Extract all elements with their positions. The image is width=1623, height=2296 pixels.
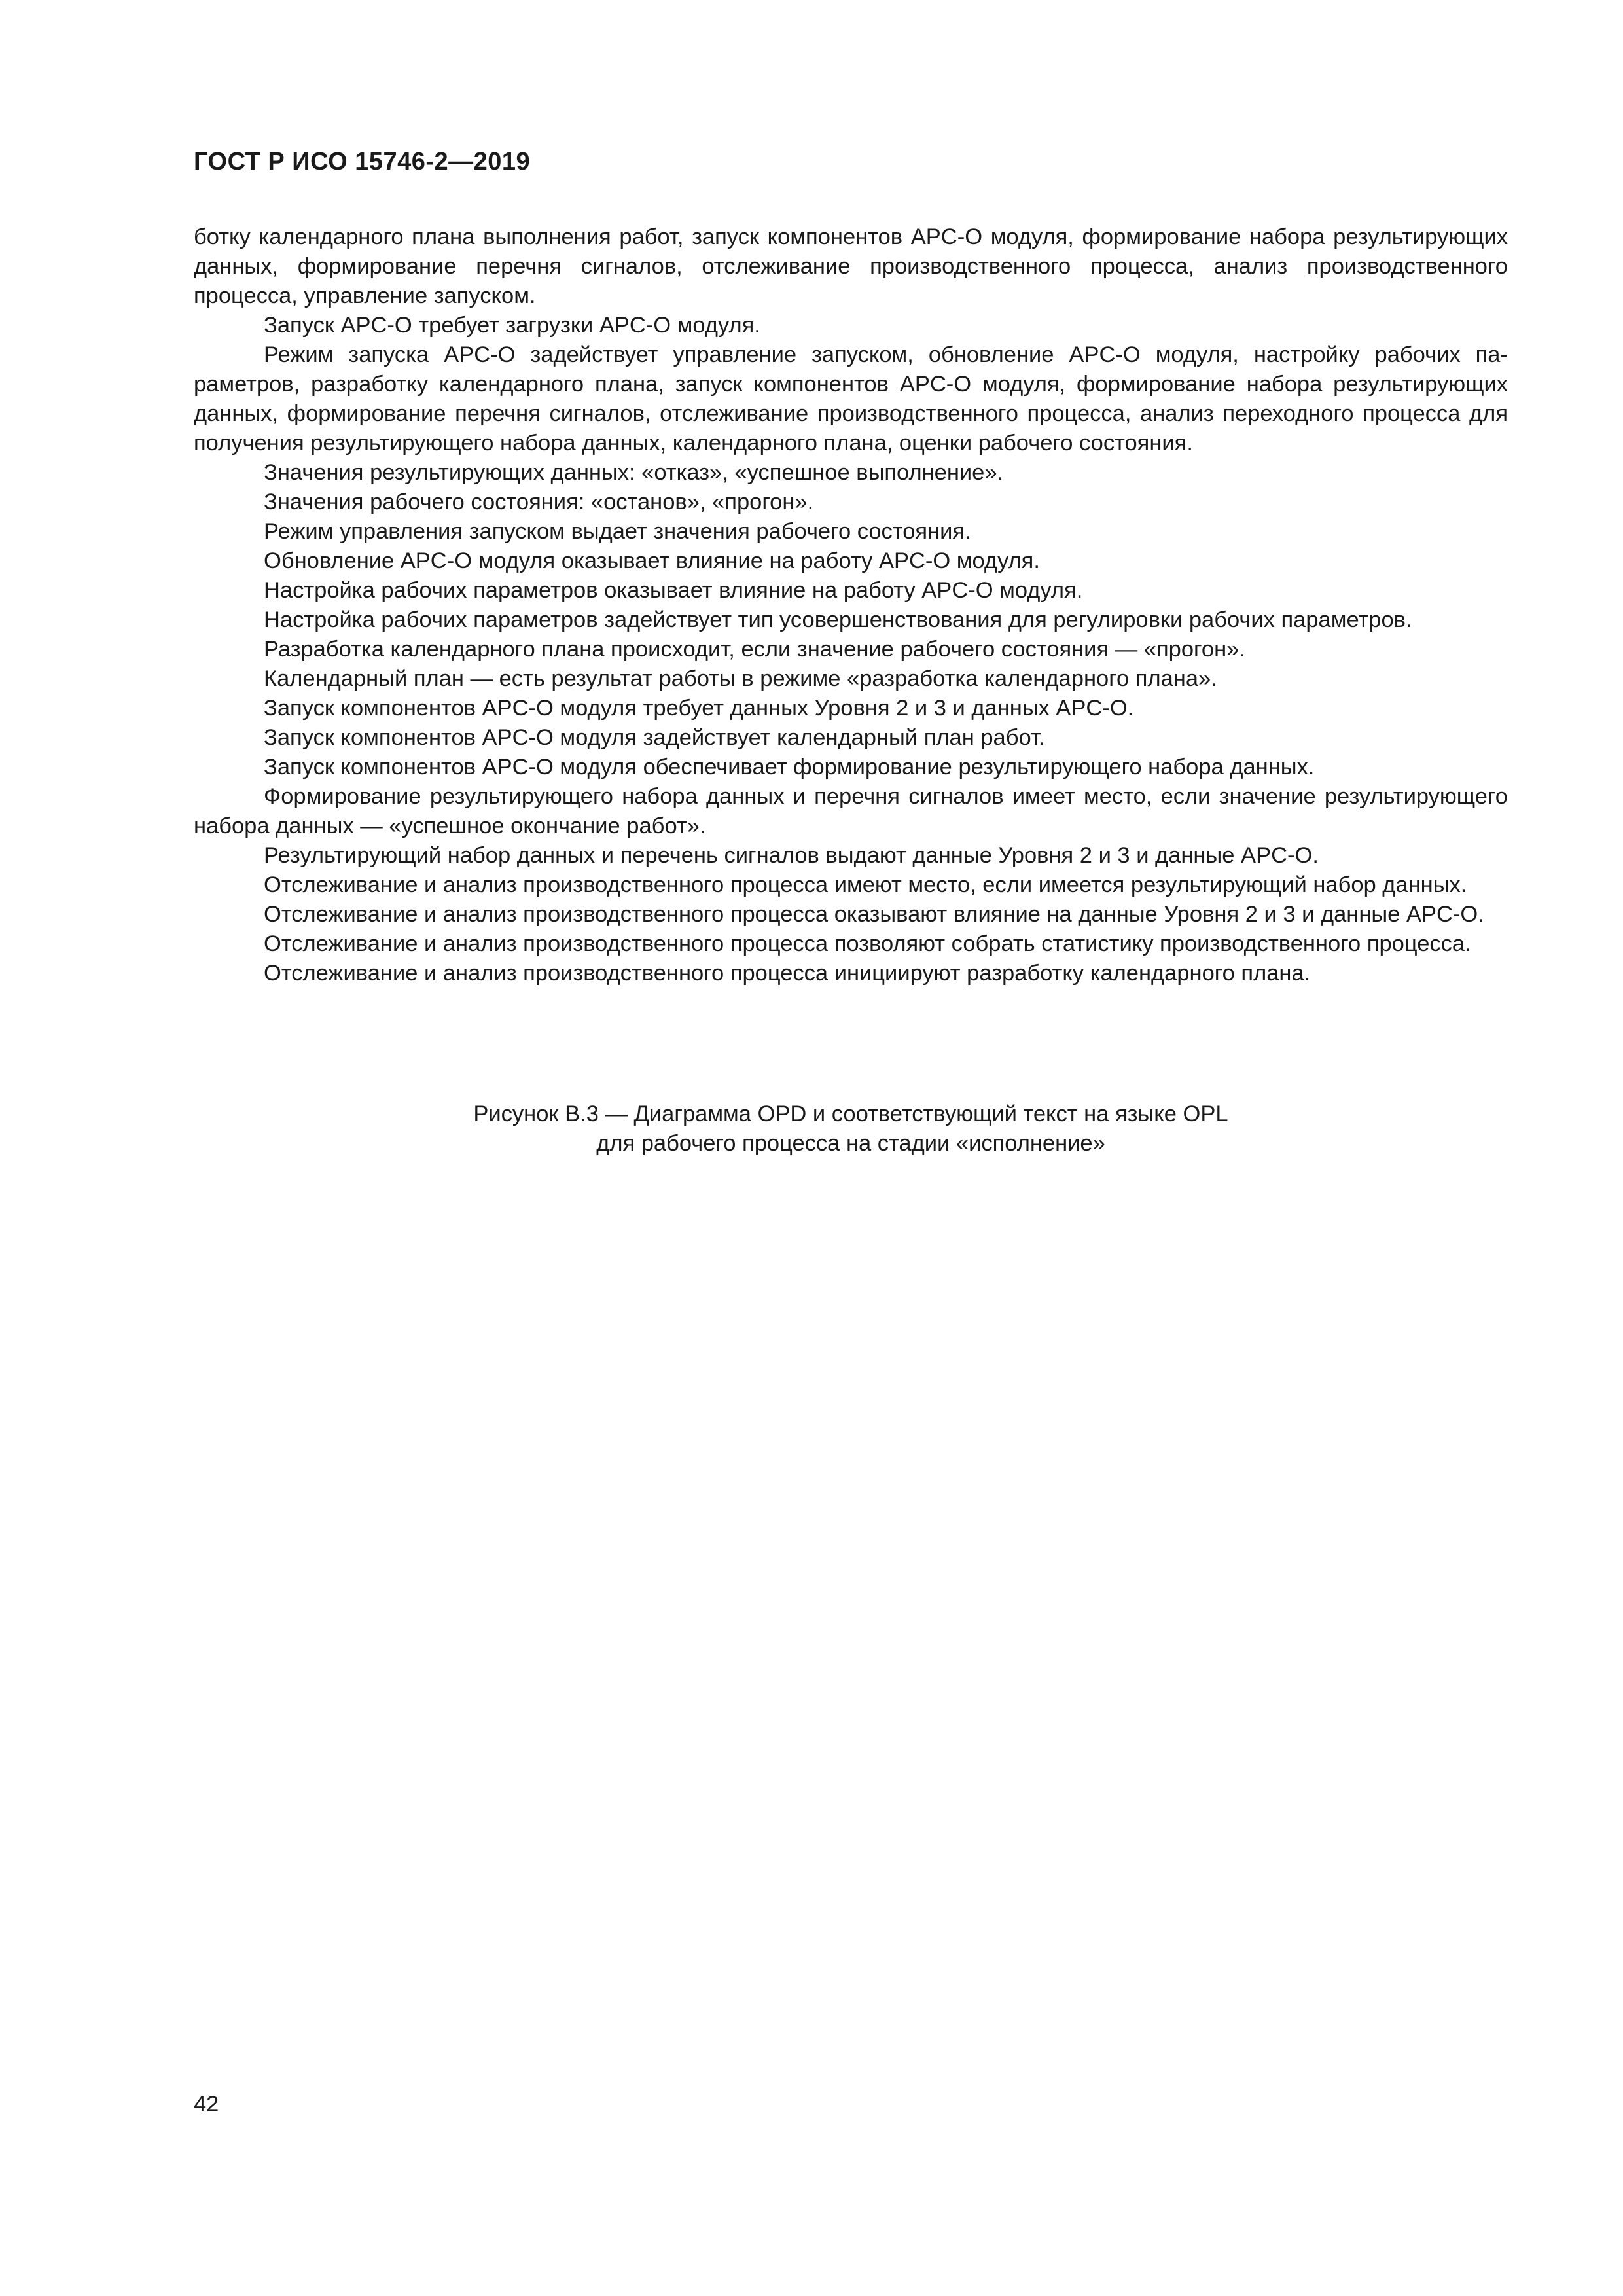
paragraph: Режим запуска APC-O задействует управление запуском, обновление APC-O модуля, настройку рабочих параметров, разработку календарного плана, запуск компонентов APC-O модуля, формирование набора результирующих данных, формирование перечня сигналов, отслеживание производственного процесса, анализ переходного процесса для получения результирующего набора данных, календарного плана, оценки рабочего состояния. xyxy=(194,342,1508,456)
paragraph: Отслеживание и анализ производственного процесса инициируют разработку календарного плана. xyxy=(264,961,1311,986)
paragraph: Обновление APC-O модуля оказывает влияние на работу APC-O модуля. xyxy=(264,548,1040,573)
paragraph: Значения рабочего состояния: «останов», «прогон». xyxy=(264,490,814,514)
paragraph: Запуск компонентов APC-O модуля задействует календарный план работ. xyxy=(264,725,1045,750)
paragraph: Режим управления запуском выдает значения рабочего состояния. xyxy=(264,519,971,544)
paragraph: Результирующий набор данных и перечень сигналов выдают данные Уровня 2 и 3 и данные APC-O. xyxy=(264,843,1319,868)
document-header: ГОСТ Р ИСО 15746-2—2019 xyxy=(194,148,531,175)
paragraph: Значения результирующих данных: «отказ», «успешное выполнение». xyxy=(264,460,1004,485)
paragraph: Отслеживание и анализ производственного процесса имеют место, если имеется результирующий набор данных. xyxy=(264,872,1467,897)
paragraph: Запуск компонентов APC-O модуля требует данных Уровня 2 и 3 и данных APC-O. xyxy=(264,696,1134,721)
paragraph: Разработка календарного плана происходит, если значение рабочего состояния — «прогон». xyxy=(264,637,1245,662)
paragraph: Запуск компонентов APC-O модуля обеспечивает формирование результирующего набора данных. xyxy=(264,755,1315,780)
paragraph: Календарный план — есть результат работы в режиме «разработка календарного плана». xyxy=(264,666,1217,691)
paragraph: Формирование результирующего набора данных и перечня сигналов имеет место, если значение результирующего набора данных — «успешное окончание работ». xyxy=(194,784,1508,838)
paragraph: Настройка рабочих параметров оказывает влияние на работу APC-O модуля. xyxy=(264,578,1083,603)
figure-caption xyxy=(194,1100,1508,1158)
figure-caption-line-2: для рабочего процесса на стадии «исполнение» xyxy=(596,1131,1105,1156)
document-body xyxy=(194,223,1508,988)
paragraph-continuation: ботку календарного плана выполнения работ, запуск компонентов APC-O модуля, формирование набора результирующих данных, формирование перечня сигналов, отслеживание производственного процесса, анализ производственного процесса, управление запуском. xyxy=(194,224,1508,308)
page-number: 42 xyxy=(194,2092,219,2117)
paragraph: Запуск APC-O требует загрузки APC-O модуля. xyxy=(264,313,760,338)
paragraph: Настройка рабочих параметров задействует тип усовершенствования для регулировки рабочих параметров. xyxy=(264,607,1412,632)
paragraph: Отслеживание и анализ производственного процесса позволяют собрать статистику производственного процесса. xyxy=(264,931,1471,956)
figure-caption-line-1: Рисунок B.3 — Диаграмма OPD и соответствующий текст на языке OPL xyxy=(473,1102,1228,1126)
paragraph: Отслеживание и анализ производственного процесса оказывают влияние на данные Уровня 2 и 3 и данные APC-O. xyxy=(264,902,1484,927)
